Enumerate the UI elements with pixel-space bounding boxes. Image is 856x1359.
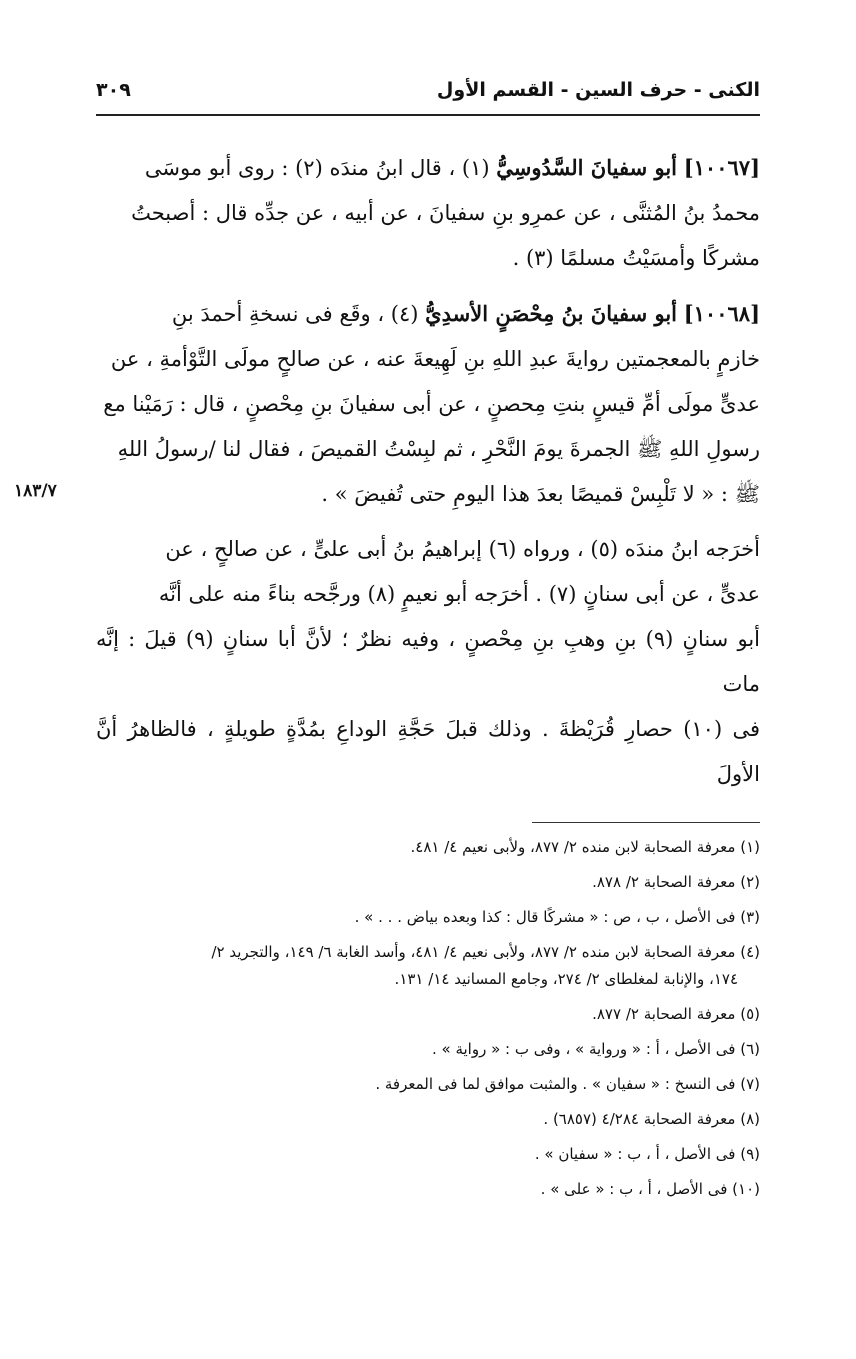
footnote: (٦) فى الأصل ، أ : « ورواية » ، وفى ب : « رواية » . [431,1040,760,1058]
footnote: (٤) معرفة الصحابة لابن منده ٢/ ٨٧٧، ولأبى نعيم ٤/ ٤٨١، وأسد الغابة ٦/ ١٤٩، والتجريد ٢/ [211,943,760,961]
text-line: رسولِ اللهِ ﷺ الجمرةَ يومَ النَّحْرِ ، ثم لبِسْتُ القميصَ ، فقال لنا /رسولُ اللهِ [117,437,760,461]
text-line: خازمٍ بالمعجمتين روايةَ عبدِ اللهِ بنِ لَهِيعةَ عنه ، عن صالحٍ مولَى التَّوْأمةِ ، عن [110,347,760,371]
header-rule [96,114,760,116]
entry-title: أبو سفيانَ بنُ مِحْصَنٍ الأسدِيُّ [425,301,678,326]
footnote: (٢) معرفة الصحابة ٢/ ٨٧٨. [592,873,760,891]
footnote: (١) معرفة الصحابة لابن منده ٢/ ٨٧٧، ولأبى نعيم ٤/ ٤٨١. [410,838,760,856]
page-header [96,70,760,110]
text-line: مشركًا وأمسَيْتُ مسلمًا (٣) . [512,246,760,270]
text-line: فى (١٠) حصارِ قُرَيْظةَ . وذلك قبلَ حَجَّةِ الوداعِ بمُدَّةٍ طويلةٍ ، فالظاهرُ أنَّ الأولَ [96,717,761,786]
footnote: (٥) معرفة الصحابة ٢/ ٨٧٧. [592,1005,760,1023]
text-line: أبو سنانٍ (٩) بنِ وهبِ بنِ مِحْصنٍ ، وفيه نظرٌ ؛ لأنَّ أبا سنانٍ (٩) قيلَ : إنَّه مات [96,627,761,696]
text-line: عدىٍّ ، عن أبى سنانٍ (٧) . أخرَجه أبو نعيمٍ (٨) ورجَّحه بناءً منه على أنَّه [158,582,760,606]
entry-10067 [96,145,760,281]
footnote: (٩) فى الأصل ، أ ، ب : « سفيان » . [534,1145,760,1163]
footnotes [96,838,760,1215]
footnote: (٣) فى الأصل ، ب ، ص : « مشركًا قال : كذا وبعده بياض . . . » . [354,908,760,926]
main-text [96,145,760,807]
entry-10068 [96,291,760,517]
entry-title: أبو سفيانَ السَّدُوسِيُّ [496,155,678,180]
entry-number: [١٠٠٦٧] [683,155,760,180]
entry-number: [١٠٠٦٨] [683,301,760,326]
text-line: أخرَجه ابنُ مندَه (٥) ، ورواه (٦) إبراهيمُ بنُ أبى علىٍّ ، عن صالحٍ ، عن [165,537,760,561]
text-line: ﷺ : « لا تَلْبِسْ قميصًا بعدَ هذا اليومِ حتى تُفيضَ » . [321,482,760,506]
text-line: (١) ، قال ابنُ مندَه (٢) : روى أبو موسَى [144,156,490,180]
margin-volume-page-note: ١٨٣/٧ [14,481,57,501]
running-title: الكنى - حرف السين - القسم الأول [436,79,760,101]
text-line: (٤) ، وقَع فى نسخةِ أحمدَ بنِ [171,302,419,326]
footnote-rule [532,822,760,823]
footnote-continuation: ١٧٤، والإنابة لمغلطاى ٢/ ٢٧٤، وجامع المسانيد ١٤/ ١٣١. [394,970,738,988]
text-line: محمدُ بنُ المُثنَّى ، عن عمرِو بنِ سفيانَ ، عن أبيه ، عن جدِّه قال : أصبحتُ [131,201,760,225]
commentary-paragraph [96,527,760,797]
footnote: (١٠) فى الأصل ، أ ، ب : « على » . [540,1180,760,1198]
text-line: عدىٍّ مولَى أمِّ قيسٍ بنتِ مِحصنٍ ، عن أبى سفيانَ بنِ مِحْصنٍ ، قال : رَمَيْنا مع [103,392,760,416]
footnote: (٨) معرفة الصحابة ٤/٢٨٤ (٦٨٥٧) . [543,1110,760,1128]
footnote: (٧) فى النسخ : « سفيان » . والمثبت موافق لما فى المعرفة . [375,1075,760,1093]
page-number: ٣٠٩ [96,79,131,101]
